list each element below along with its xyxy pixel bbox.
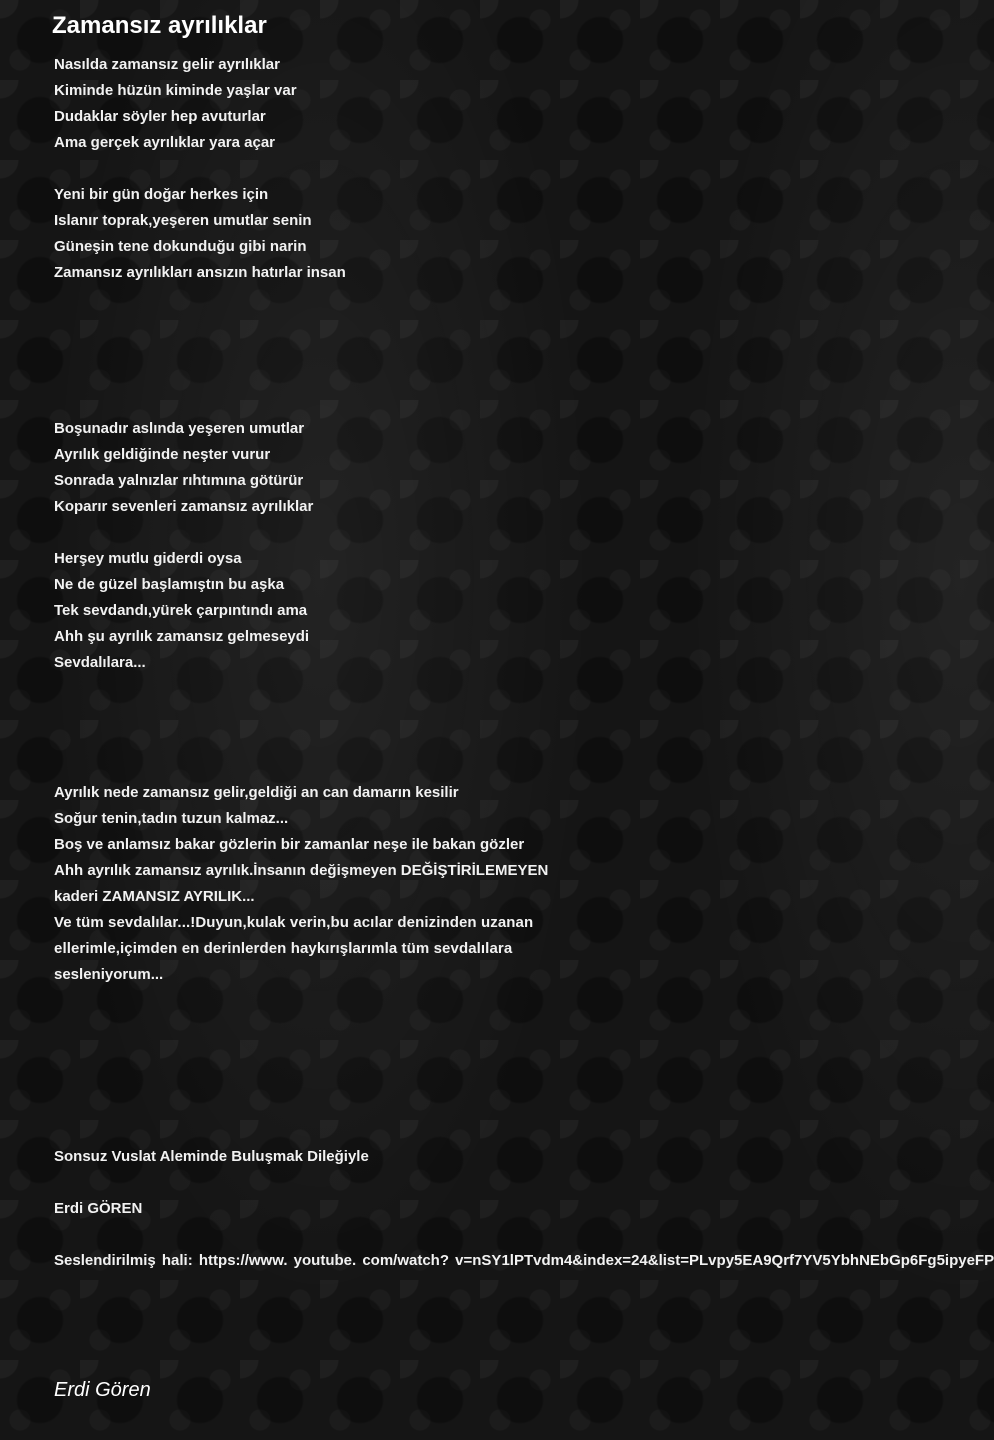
stanza-5 (54, 780, 640, 988)
poem-line: Ayrılık geldiğinde neşter vurur (54, 446, 271, 463)
poem-line: ellerimle,içimden en derinlerden haykırışlarımla tüm sevdalılara (54, 940, 513, 957)
recording-link-line: Seslendirilmiş hali: https://www. youtube. com/watch? v=nSY1lPTvdm4&index=24&list=PLvpy5EA9Qrf7YV5YbhNEbGp6Fg5ipyeFP (54, 1252, 994, 1269)
poem-line: Zamansız ayrılıkları ansızın hatırlar insan (54, 264, 346, 281)
poem-line: Islanır toprak,yeşeren umutlar senin (54, 212, 312, 229)
stanza-1 (54, 52, 640, 156)
poem-line: Dudaklar söyler hep avuturlar (54, 108, 266, 125)
closing-line: Sonsuz Vuslat Aleminde Buluşmak Dileğiyle (54, 1148, 369, 1165)
author-name: Erdi Gören (54, 1379, 151, 1401)
poem-line: Kiminde hüzün kiminde yaşlar var (54, 82, 297, 99)
poem-line: Tek sevdandı,yürek çarpıntındı ama (54, 602, 308, 619)
poem-line: Ama gerçek ayrılıklar yara açar (54, 134, 275, 151)
poem-line: Ahh ayrılık zamansız ayrılık.İnsanın değişmeyen DEĞİŞTİRİLEMEYEN (54, 862, 549, 879)
poem-line: Nasılda zamansız gelir ayrılıklar (54, 56, 280, 73)
stanza-2 (54, 182, 640, 286)
stanza-gap (54, 988, 640, 1144)
stanza-gap (54, 676, 640, 780)
stanza-3 (54, 416, 640, 520)
stanza-gap (54, 1170, 640, 1196)
poem-line: Herşey mutlu giderdi oysa (54, 550, 242, 567)
poem-line: Ve tüm sevdalılar...!Duyun,kulak verin,bu acılar denizinden uzanan (54, 914, 534, 931)
poem-line: Güneşin tene dokunduğu gibi narin (54, 238, 307, 255)
stanza-gap (54, 156, 640, 182)
stanza-gap (54, 1222, 640, 1248)
poem-line: Sonrada yalnızlar rıhtımına götürür (54, 472, 304, 489)
poem-line: Sevdalılara... (54, 654, 146, 671)
poem-line: Koparır sevenleri zamansız ayrılıklar (54, 498, 314, 515)
poem-line: Boşunadır aslında yeşeren umutlar (54, 420, 305, 437)
poem-line: Ahh şu ayrılık zamansız gelmeseydi (54, 628, 310, 645)
poem-line: Boş ve anlamsız bakar gözlerin bir zamanlar neşe ile bakan gözler (54, 836, 525, 853)
poem-line: kaderi ZAMANSIZ AYRILIK... (54, 888, 255, 905)
poem-line: Ne de güzel başlamıştın bu aşka (54, 576, 285, 593)
poem-line: Ayrılık nede zamansız gelir,geldiği an can damarın kesilir (54, 784, 459, 801)
poem-title: Zamansız ayrılıklar (52, 12, 267, 39)
poem-line: Yeni bir gün doğar herkes için (54, 186, 269, 203)
stanza-4 (54, 546, 640, 676)
stanza-gap (54, 520, 640, 546)
signature-line: Erdi GÖREN (54, 1200, 143, 1217)
poem-line: Soğur tenin,tadın tuzun kalmaz... (54, 810, 289, 827)
stanza-gap (54, 286, 640, 416)
poem-body (54, 52, 994, 1274)
poem-line: sesleniyorum... (54, 966, 164, 983)
